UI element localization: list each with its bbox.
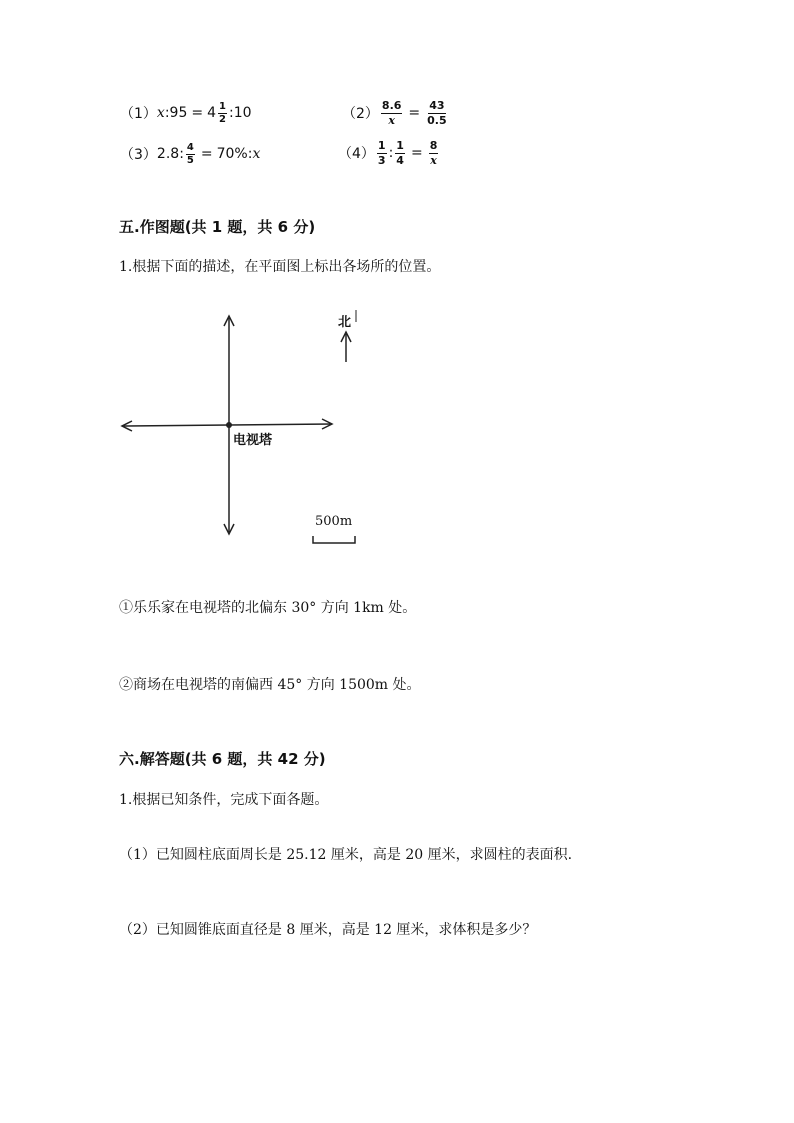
fraction: $\frac{1}{3}$ xyxy=(377,138,386,167)
equation-label: （3） xyxy=(120,147,157,163)
section-5-title: 五.作图题(共 1 题，共 6 分) xyxy=(119,218,316,236)
fraction: $\frac{1}{2}$ xyxy=(219,100,226,125)
fraction: $\frac{8}{x}$ xyxy=(429,138,438,167)
north-label: 北 xyxy=(338,315,352,330)
scale-bar xyxy=(313,536,355,543)
equation-label: （1） xyxy=(120,106,157,122)
section-5-item-1: ①乐乐家在电视塔的北偏东 30° 方向 1km 处。 xyxy=(119,600,417,616)
equation-label: （4） xyxy=(338,146,375,162)
fraction: $\frac{1}{4}$ xyxy=(396,138,404,167)
equation-1: （1） x : 95 = 4 $\frac{1}{2}$ : 10 xyxy=(120,100,252,125)
equation-3: （3） 2.8 : $\frac{4}{5}$ = 70% : x xyxy=(120,141,261,166)
section-6-title: 六.解答题(共 6 题，共 42 分) xyxy=(119,750,326,768)
section-6-question-1: 1.根据已知条件，完成下面各题。 xyxy=(119,792,329,808)
tv-tower-point xyxy=(226,422,232,428)
fraction: $\frac{8.6}{x}$ xyxy=(381,98,402,127)
fraction: $\frac{4}{5}$ xyxy=(186,141,194,166)
section-5-question-1: 1.根据下面的描述，在平面图上标出各场所的位置。 xyxy=(119,259,441,275)
section-5-item-2: ②商场在电视塔的南偏西 45° 方向 1500m 处。 xyxy=(119,677,421,693)
scale-label: 500m xyxy=(315,514,353,529)
section-6-sub-2: （2）已知圆锥底面直径是 8 厘米，高是 12 厘米，求体积是多少？ xyxy=(119,922,537,938)
fraction: $\frac{43}{0.5}$ xyxy=(427,98,447,127)
equation-4: （4） $\frac{1}{3}$ : $\frac{1}{4}$ = $\frac{8}{x}$ xyxy=(338,138,438,167)
equation-label: （2） xyxy=(342,106,379,122)
equation-2: （2） $\frac{8.6}{x}$ = $\frac{43}{0.5}$ xyxy=(342,98,447,127)
section-6-sub-1: （1）已知圆柱底面周长是 25.12 厘米，高是 20 厘米，求圆柱的表面积. xyxy=(119,847,573,863)
tv-tower-label: 电视塔 xyxy=(233,433,273,448)
